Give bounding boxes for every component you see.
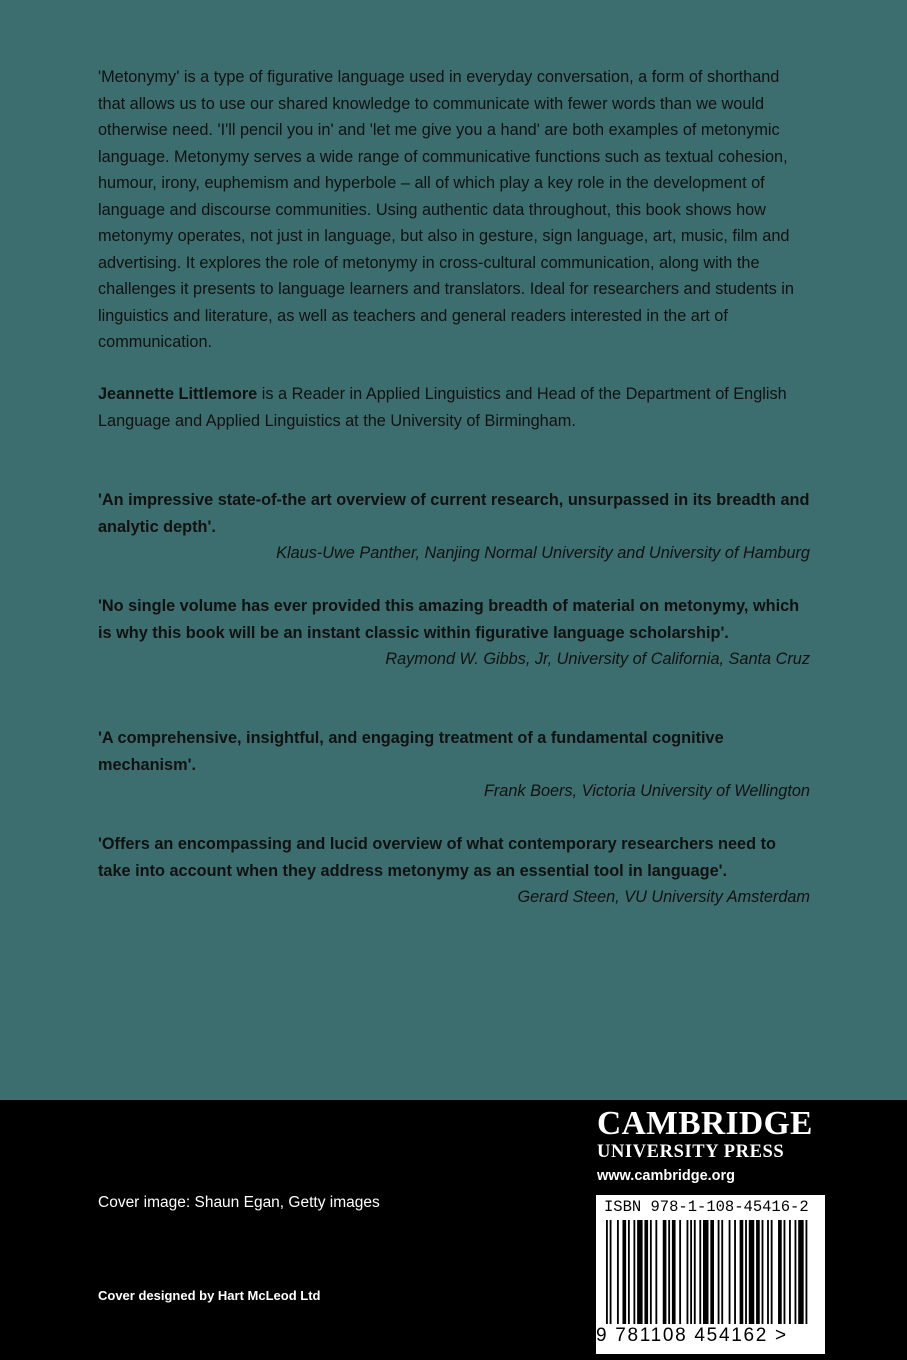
endorsement-text: 'No single volume has ever provided this amazing breadth of material on metonymy, which is why this book will be an instant classic within figurative language scholarship'. [98,597,800,642]
publisher-logo-subtitle: UNIVERSITY PRESS [597,1142,785,1162]
barcode-bar [718,1220,720,1324]
barcode-panel [596,1195,825,1354]
barcode-bar [767,1220,769,1324]
barcode-bar [672,1220,676,1324]
barcode-bar [789,1220,791,1324]
barcode-bar [729,1220,731,1324]
barcode-bar [650,1220,652,1324]
barcode-bar [644,1220,648,1324]
barcode-icon [606,1220,811,1324]
barcode-bar [628,1220,630,1324]
endorsement-source: Gerard Steen, VU University Amsterdam [517,888,810,906]
barcode-bar [610,1220,612,1324]
barcode-bar [699,1220,701,1324]
barcode-bar [637,1220,642,1324]
book-description: 'Metonymy' is a type of figurative language used in everyday conversation, a form of shorthand that allows us to use our shared knowledge to communicate with fewer words than we would otherwise need. 'I'll pencil you in' and 'let me give you a hand' are both examples of metonymic language. Metonymy serves a wide range of communicative functions such as textual cohesion, humour, irony, euphemism and hyperbole – all of which play a key role in the development of language and discourse communities. Using authentic data throughout, this book shows how metonymy operates, not just in language, but also in gesture, sign language, art, music, film and advertising. It explores the role of metonymy in cross-cultural communication, along with the challenges it presents to language learners and translators. Ideal for researchers and students in linguistics and literature, as well as teachers and general readers interested in the art of communication. [98,68,794,351]
endorsement-source: Frank Boers, Victoria University of Wellington [483,782,810,800]
barcode-bar [690,1220,692,1324]
barcode-bar [703,1220,708,1324]
author-bio [98,381,810,434]
cover-image-credit: Cover image: Shaun Egan, Getty images [98,1194,380,1211]
barcode-bar [771,1220,773,1324]
barcode-bar [710,1220,714,1324]
endorsement-source: Raymond W. Gibbs, Jr, University of California, Santa Cruz [385,650,810,668]
barcode-bar [622,1220,626,1324]
endorsement-source: Klaus-Uwe Panther, Nanjing Normal University and University of Hamburg [276,544,810,562]
barcode-bar [756,1220,760,1324]
endorsement-text: 'A comprehensive, insightful, and engaging treatment of a fundamental cognitive mechanism'. [98,729,724,774]
ean-number: 9 781108 454162 > [596,1325,788,1346]
barcode-bar [798,1220,803,1324]
endorsement [98,831,810,911]
barcode-bar [778,1220,782,1324]
endorsement [98,725,810,805]
author-name: Jeannette Littlemore [98,385,258,403]
endorsement [98,487,810,567]
barcode-bar [721,1220,723,1324]
barcode-bar [694,1220,696,1324]
barcode-bar [663,1220,667,1324]
barcode-bar [633,1220,635,1324]
barcode-bar [784,1220,786,1324]
footer-band [0,1100,907,1360]
barcode-bar [749,1220,754,1324]
publisher-url: www.cambridge.org [597,1168,736,1184]
barcode-bar [687,1220,689,1324]
endorsement [98,593,810,673]
barcode-bar [740,1220,744,1324]
endorsement-text: 'An impressive state-of-the art overview of current research, unsurpassed in its breadth and analytic depth'. [98,491,810,536]
isbn-label: ISBN 978-1-108-45416-2 [604,1198,809,1216]
barcode-bar [762,1220,764,1324]
cover-designer-credit: Cover designed by Hart McLeod Ltd [98,1288,321,1303]
author-bio-text: is a Reader in Applied Linguistics and Head of the Department of English Language and Applied Linguistics at the University of Birmingham. [98,385,787,430]
barcode-bar [617,1220,619,1324]
barcode-bar [795,1220,797,1324]
barcode-bar [606,1220,608,1324]
publisher-logo-name: CAMBRIDGE [597,1105,813,1142]
barcode-bar [679,1220,681,1324]
barcode-bar [655,1220,657,1324]
barcode-bar [806,1220,808,1324]
endorsement-text: 'Offers an encompassing and lucid overview of what contemporary researchers need to take into account when they address metonymy as an essential tool in language'. [98,835,776,880]
barcode-bar [745,1220,747,1324]
barcode-bar [668,1220,670,1324]
barcode-bar [734,1220,736,1324]
